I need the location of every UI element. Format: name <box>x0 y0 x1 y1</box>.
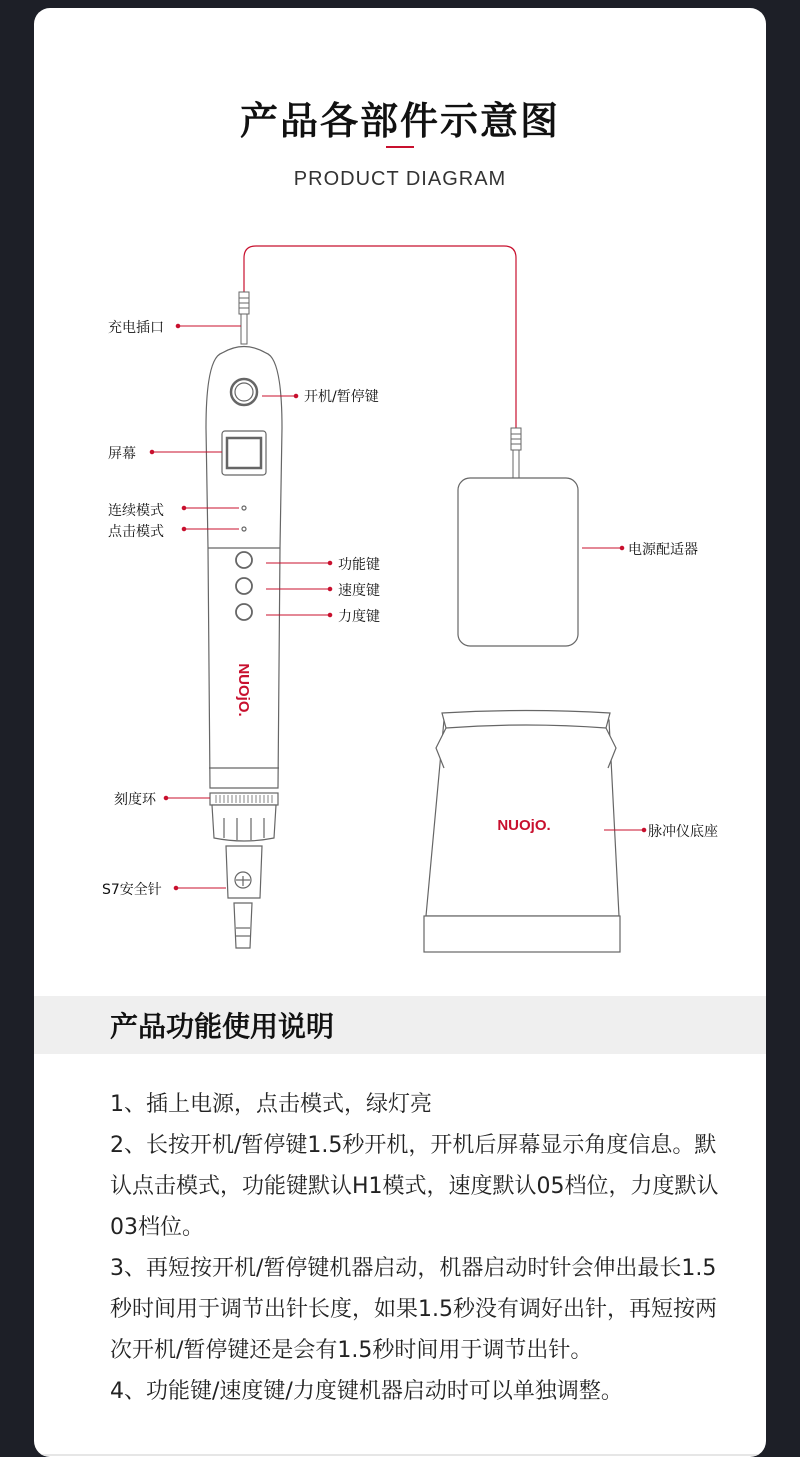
label-function-key: 功能键 <box>338 557 380 573</box>
label-power-pause-key: 开机/暂停键 <box>304 389 379 405</box>
base-brand-logo: NUOjO. <box>497 817 551 834</box>
scale-ticks <box>216 795 272 803</box>
content-card <box>34 8 766 1457</box>
label-force-key: 力度键 <box>338 609 380 625</box>
instruction-paragraph: 2、长按开机/暂停键1.5秒开机，开机后屏幕显示角度信息。默认点击模式，功能键默认H1模式，速度默认05档位，力度默认03档位。 <box>110 1133 719 1240</box>
label-speed-key: 速度键 <box>338 583 380 599</box>
pen-plug <box>239 292 249 344</box>
page-subtitle: PRODUCT DIAGRAM <box>293 168 507 190</box>
label-continuous-mode: 连续模式 <box>108 503 164 519</box>
instruction-paragraph: 4、功能键/速度键/力度键机器启动时可以单独调整。 <box>110 1379 623 1404</box>
label-base: 脉冲仪底座 <box>648 824 718 840</box>
pen-body <box>206 347 282 949</box>
instruction-paragraph: 3、再短按开机/暂停键机器启动，机器启动时针会伸出最长1.5秒时间用于调节出针长度，如果1.5秒没有调好出针，再短按两次开机/暂停键还是会有1.5秒时间用于调节出针。 <box>110 1256 717 1363</box>
adapter-plug <box>511 428 521 478</box>
label-charging-port: 充电插口 <box>108 320 164 336</box>
instruction-paragraph: 1、插上电源，点击模式，绿灯亮 <box>110 1092 432 1117</box>
instructions-title: 产品功能使用说明 <box>110 1010 335 1043</box>
label-scale-ring: 刻度环 <box>114 792 156 808</box>
label-power-adapter: 电源配适器 <box>628 542 698 558</box>
power-adapter <box>458 478 578 646</box>
label-screen: 屏幕 <box>108 446 136 462</box>
pen-brand-logo: NUOjO. <box>235 663 252 717</box>
page-title: 产品各部件示意图 <box>239 99 560 143</box>
label-click-mode: 点击模式 <box>108 524 164 540</box>
bottom-divider <box>34 1454 766 1456</box>
power-cable <box>244 246 516 428</box>
label-safety-needle: S7安全针 <box>102 882 162 898</box>
